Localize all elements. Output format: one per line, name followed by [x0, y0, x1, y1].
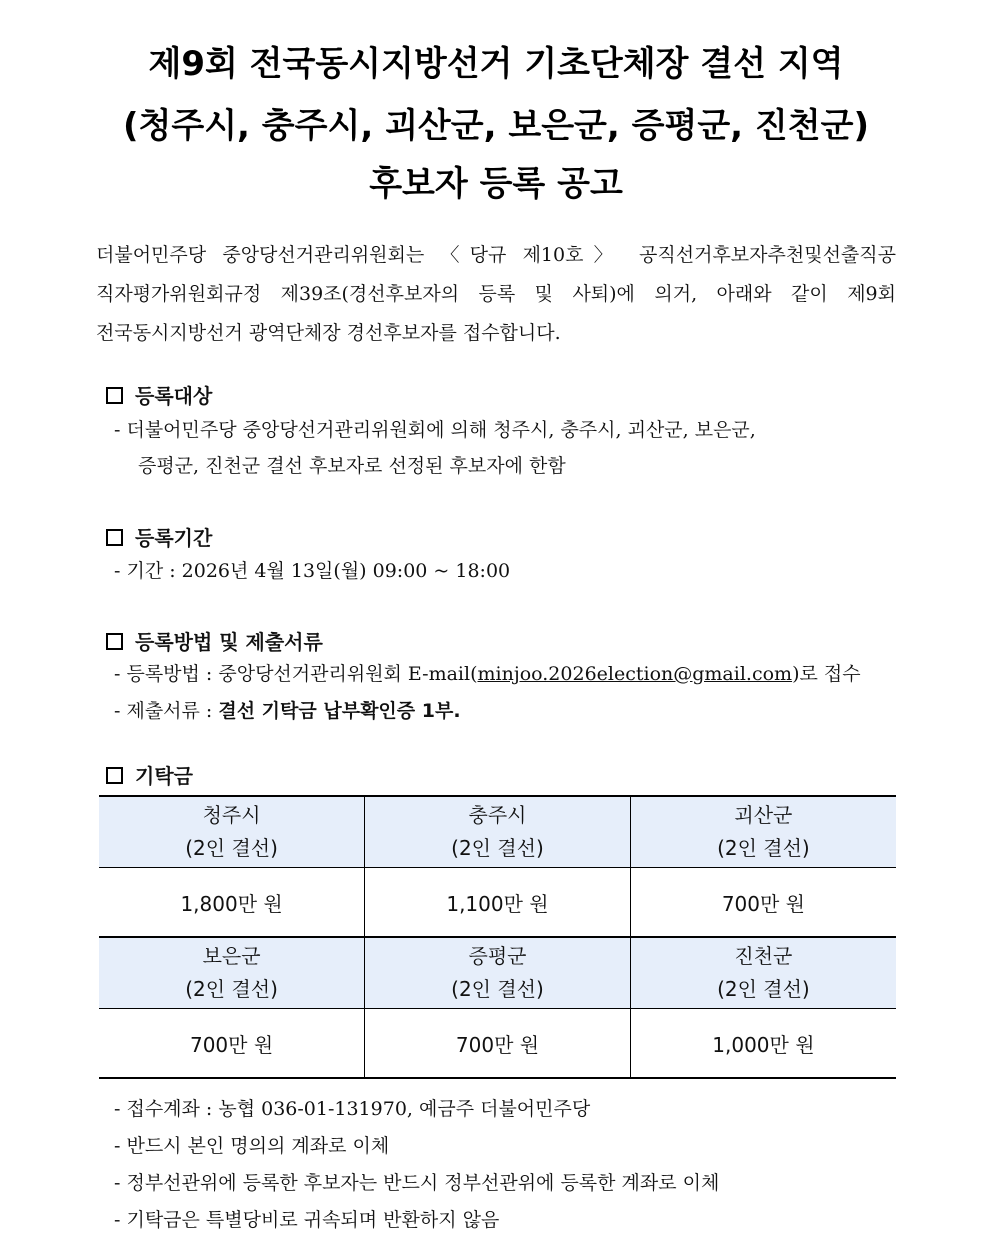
table-amount-cell: 700만 원: [99, 1009, 365, 1079]
method-suffix: )로 접수: [792, 663, 861, 685]
checkbox-square-icon: [106, 529, 123, 546]
section-deposit-label: 기탁금: [135, 764, 193, 788]
deposit-note-4: - 기탁금은 특별당비로 귀속되며 반환하지 않음: [114, 1209, 500, 1231]
title-line-2: (청주시, 충주시, 괴산군, 보은군, 증평군, 진천군): [122, 106, 870, 146]
intro-line-3: 전국동시지방선거 광역단체장 경선후보자를 접수합니다.: [96, 322, 561, 344]
intro-line-1: 더불어민주당 중앙당선거관리위원회는 〈당규 제10호〉 공직선거후보자추천및선출직공: [96, 244, 896, 266]
table-header-cell: 괴산군 (2인 결선): [630, 796, 896, 868]
section-method-label: 등록방법 및 제출서류: [135, 630, 323, 654]
table-header-cell: 보은군 (2인 결선): [99, 937, 365, 1009]
documents-prefix: - 제출서류 :: [114, 700, 219, 722]
deposit-note-3: - 정부선관위에 등록한 후보자는 반드시 정부선관위에 등록한 계좌로 이체: [114, 1172, 720, 1194]
method-line-2: [114, 696, 461, 723]
table-row: [99, 796, 896, 868]
table-row: [99, 937, 896, 1009]
deposit-table: [99, 795, 896, 1079]
table-amount-cell: 700만 원: [365, 1009, 631, 1079]
checkbox-square-icon: [106, 633, 123, 650]
table-header-cell: 증평군 (2인 결선): [365, 937, 631, 1009]
checkbox-square-icon: [106, 387, 123, 404]
table-amount-cell: 700만 원: [630, 868, 896, 938]
table-header-cell: 충주시 (2인 결선): [365, 796, 631, 868]
method-prefix: - 등록방법 : 중앙당선거관리위원회 E-mail(: [114, 663, 478, 685]
documents-bold: 결선 기탁금 납부확인증 1부.: [218, 700, 461, 722]
table-amount-cell: 1,000만 원: [630, 1009, 896, 1079]
title-line-1: 제9회 전국동시지방선거 기초단체장 결선 지역: [148, 44, 844, 84]
table-header-cell: 진천군 (2인 결선): [630, 937, 896, 1009]
section-deposit-heading: [106, 760, 193, 789]
table-amount-cell: 1,100만 원: [365, 868, 631, 938]
title-line-3: 후보자 등록 공고: [369, 164, 623, 204]
table-header-cell: 청주시 (2인 결선): [99, 796, 365, 868]
method-line-1: [114, 659, 861, 686]
target-line-2: 증평군, 진천군 결선 후보자로 선정된 후보자에 한함: [138, 455, 566, 477]
checkbox-square-icon: [106, 767, 123, 784]
section-target-heading: [106, 380, 212, 409]
intro-paragraph: [96, 236, 896, 353]
table-row: [99, 868, 896, 938]
section-period-heading: [106, 522, 212, 551]
table-amount-cell: 1,800만 원: [99, 868, 365, 938]
section-method-heading: [106, 626, 323, 655]
deposit-note-2: - 반드시 본인 명의의 계좌로 이체: [114, 1135, 390, 1157]
deposit-note-1: - 접수계좌 : 농협 036-01-131970, 예금주 더불어민주당: [114, 1098, 591, 1120]
email-link[interactable]: minjoo.2026election@gmail.com: [477, 663, 793, 685]
target-line-1: - 더불어민주당 중앙당선거관리위원회에 의해 청주시, 충주시, 괴산군, 보은군,: [114, 419, 756, 441]
section-target-label: 등록대상: [135, 384, 213, 408]
section-period-label: 등록기간: [135, 526, 213, 550]
period-line-1: - 기간 : 2026년 4월 13일(월) 09:00 ~ 18:00: [114, 560, 511, 582]
table-row: [99, 1009, 896, 1079]
intro-line-2: 직자평가위원회규정 제39조(경선후보자의 등록 및 사퇴)에 의거, 아래와 같이 제9회: [96, 283, 896, 305]
